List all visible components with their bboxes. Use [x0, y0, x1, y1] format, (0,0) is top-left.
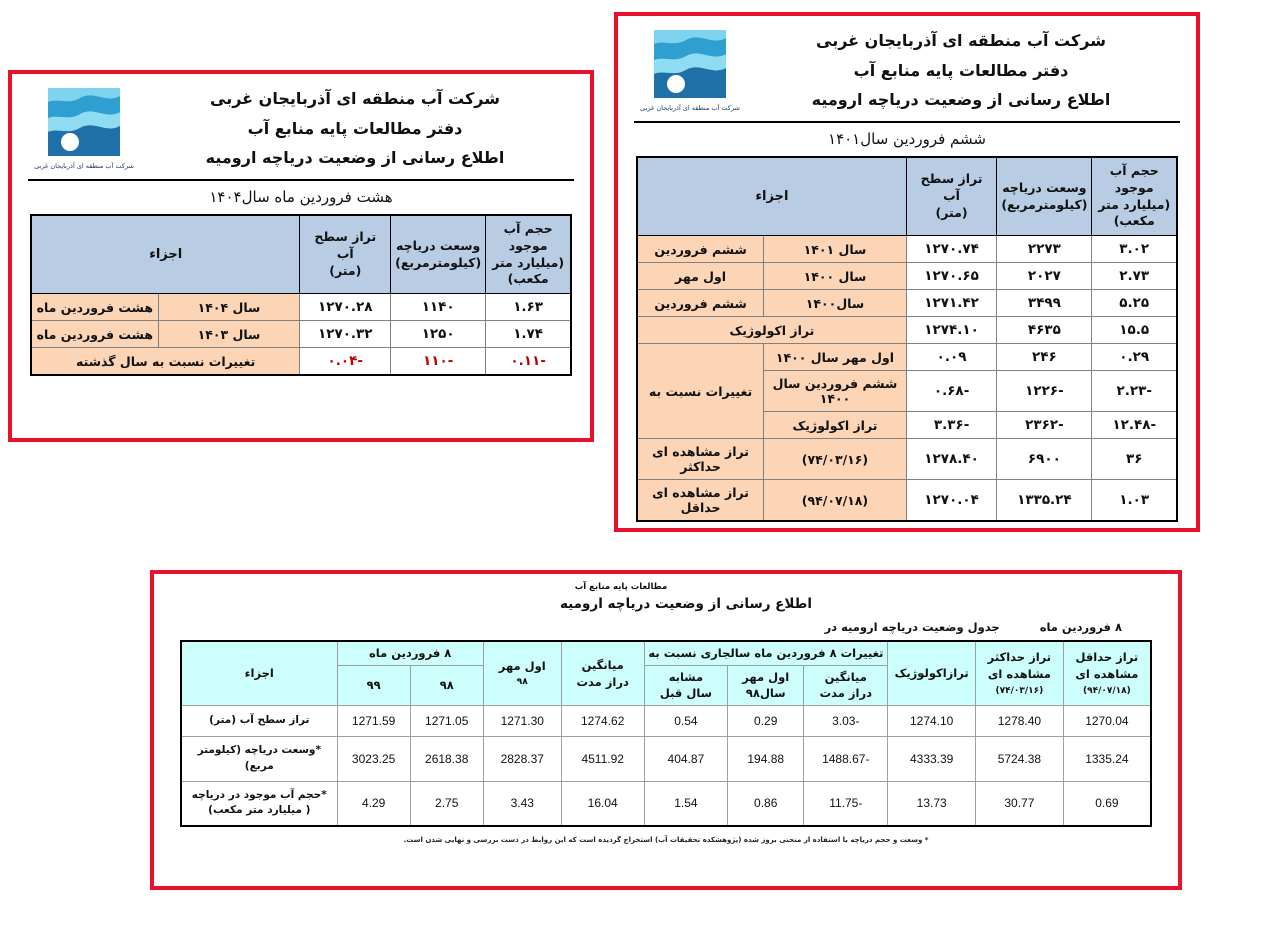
cell-farvardin-99: 3023.25 — [337, 737, 410, 782]
cell-level: ۱۲۷۰.۲۸ — [300, 294, 391, 321]
cell-change-mehr: 0.86 — [728, 781, 804, 826]
cell-area: ۳۴۹۹ — [997, 290, 1092, 317]
cell-change-mehr: 0.29 — [728, 706, 804, 737]
cell-volume: ۳.۰۲ — [1092, 236, 1177, 263]
cell-area: -۱۲۲۶ — [997, 371, 1092, 412]
header-farvardin-99: ۹۹ — [337, 665, 410, 705]
report-card-detailed — [150, 570, 1182, 890]
cell-volume: ۱.۰۳ — [1092, 480, 1177, 522]
cell-change-mean: -11.75 — [804, 781, 888, 826]
cell-change-mean: -1488.67 — [804, 737, 888, 782]
cell-area: ۲۲۷۳ — [997, 236, 1092, 263]
header-area: وسعت دریاچه (کیلومترمربع) — [391, 215, 486, 294]
cell-reference-label: ششم فروردین سال ۱۴۰۰ — [764, 371, 907, 412]
report-card-1401 — [614, 12, 1200, 532]
cell-period-label: هشت فروردین ماه — [31, 321, 158, 348]
cell-level: ۱۲۷۸.۴۰ — [906, 439, 997, 480]
logo-caption: شرکت آب منطقه ای آذربایجان غربی — [640, 104, 740, 113]
report-subject: اطلاع رسانی از وضعیت دریاچه ارومیه — [811, 90, 1111, 110]
cell-max: 1278.40 — [976, 706, 1064, 737]
cell-area: ۶۹۰۰ — [997, 439, 1092, 480]
cell-level: ۱۲۷۰.۰۴ — [906, 480, 997, 522]
report-date-1401: ششم فروردین سال۱۴۰۱ — [828, 129, 986, 148]
department-name: دفتر مطالعات پایه منابع آب — [853, 60, 1069, 80]
table-header-row-top — [181, 641, 1151, 665]
bottom-caption-title: جدول وضعیت دریاچه ارومیه در — [824, 620, 1000, 634]
org-name: شرکت آب منطقه ای آذربایجان غربی — [816, 31, 1106, 50]
letterhead-1404 — [12, 74, 590, 177]
header-change-vs-lastyear: مشابه سال قبل — [644, 665, 728, 705]
cell-min: 0.69 — [1063, 781, 1151, 826]
cell-changes-group-label: تغییرات نسبت به — [637, 344, 764, 439]
cell-farvardin-99: 4.29 — [337, 781, 410, 826]
header-ecological-level: ترازاکولوژیک — [888, 641, 976, 706]
cell-level: ۱۲۷۱.۴۲ — [906, 290, 997, 317]
table-row — [637, 344, 1177, 371]
header-volume: حجم آب موجود (میلیارد متر مکعب) — [486, 215, 571, 294]
cell-mean: 1274.62 — [561, 706, 644, 737]
lake-status-table-1401 — [636, 156, 1178, 523]
cell-volume: ۰.۲۹ — [1092, 344, 1177, 371]
cell-volume-change: -۰.۱۱ — [486, 348, 571, 376]
cell-max-label: تراز مشاهده ای حداکثر — [637, 439, 764, 480]
cell-level: ۱۲۷۰.۷۴ — [906, 236, 997, 263]
cell-level: ۰.۰۹ — [906, 344, 997, 371]
table-row — [31, 348, 571, 376]
cell-change-mean: -3.03 — [804, 706, 888, 737]
logo-block — [22, 86, 146, 170]
bottom-header — [154, 574, 1178, 634]
table-header-row — [31, 215, 571, 294]
org-name: شرکت آب منطقه ای آذربایجان غربی — [210, 89, 500, 108]
cell-min: 1335.24 — [1063, 737, 1151, 782]
cell-level: ۱۲۷۴.۱۰ — [906, 317, 997, 344]
report-subject: اطلاع رسانی از وضعیت دریاچه ارومیه — [205, 148, 505, 168]
cell-max: 5724.38 — [976, 737, 1064, 782]
logo-block — [628, 28, 752, 112]
header-volume: حجم آب موجود (میلیارد متر مکعب) — [1092, 157, 1177, 236]
cell-level: ۱۲۷۰.۶۵ — [906, 263, 997, 290]
table-row — [181, 781, 1151, 826]
table-row-min — [637, 480, 1177, 522]
table-row — [181, 706, 1151, 737]
cell-volume: ۳۶ — [1092, 439, 1177, 480]
cell-reference-label: تراز اکولوژیک — [764, 412, 907, 439]
table-row-ecological — [637, 317, 1177, 344]
cell-min-label: تراز مشاهده ای حداقل — [637, 480, 764, 522]
cell-area: ۱۲۵۰ — [391, 321, 486, 348]
cell-min-date: (۹۴/۰۷/۱۸) — [764, 480, 907, 522]
cell-farvardin-98: 1271.05 — [410, 706, 483, 737]
header-longterm-mean: میانگین دراز مدت — [561, 641, 644, 706]
cell-mehr98: 1271.30 — [483, 706, 561, 737]
header-changes-group: تغییرات ۸ فروردین ماه سالجاری نسبت به — [644, 641, 888, 665]
cell-mean: 4511.92 — [561, 737, 644, 782]
cell-change-lastyear: 0.54 — [644, 706, 728, 737]
header-level: تراز سطح آب (متر) — [300, 215, 391, 294]
cell-mehr98: 2828.37 — [483, 737, 561, 782]
table-row — [181, 737, 1151, 782]
cell-mehr98: 3.43 — [483, 781, 561, 826]
cell-max: 30.77 — [976, 781, 1064, 826]
table-header-row — [637, 157, 1177, 236]
report-card-1404 — [8, 70, 594, 442]
cell-area: ۱۳۳۵.۲۴ — [997, 480, 1092, 522]
table-row — [637, 290, 1177, 317]
header-components: اجزاء — [31, 215, 300, 294]
cell-change-label: تغییرات نسبت به سال گذشته — [31, 348, 300, 376]
cell-area: ۴۶۳۵ — [997, 317, 1092, 344]
letterhead-titles — [146, 84, 564, 173]
header-min-observed: تراز حداقل مشاهده ای (۹۴/۰۷/۱۸) — [1063, 641, 1151, 706]
header-max-observed: تراز حداکثر مشاهده ای (۷۴/۰۳/۱۶) — [976, 641, 1064, 706]
cell-level: -۰.۶۸ — [906, 371, 997, 412]
table-row-max — [637, 439, 1177, 480]
cell-change-lastyear: 1.54 — [644, 781, 728, 826]
department-name: دفتر مطالعات پایه منابع آب — [247, 118, 463, 138]
cell-area-change: -۱۱۰ — [391, 348, 486, 376]
cell-volume: ۱.۷۴ — [486, 321, 571, 348]
cell-volume: ۵.۲۵ — [1092, 290, 1177, 317]
table-row — [637, 236, 1177, 263]
cell-year-label: سال ۱۴۰۴ — [158, 294, 300, 321]
cell-level: ۱۲۷۰.۳۲ — [300, 321, 391, 348]
bottom-caption — [180, 620, 1152, 634]
cell-reference-label: اول مهر سال ۱۴۰۰ — [764, 344, 907, 371]
cell-volume: -۱۲.۴۸ — [1092, 412, 1177, 439]
cell-year-label: سال ۱۴۰۱ — [764, 236, 907, 263]
table-row — [637, 263, 1177, 290]
cell-eco: 4333.39 — [888, 737, 976, 782]
table-row — [31, 321, 571, 348]
cell-period-label: اول مهر — [637, 263, 764, 290]
cell-year-label: سال۱۴۰۰ — [764, 290, 907, 317]
cell-mean: 16.04 — [561, 781, 644, 826]
header-farvardin-group: ۸ فروردین ماه — [337, 641, 483, 665]
cell-farvardin-98: 2.75 — [410, 781, 483, 826]
cell-change-mehr: 194.88 — [728, 737, 804, 782]
cell-row-label: *حجم آب موجود در دریاچه ( میلیارد متر مکعب) — [181, 781, 337, 826]
cell-eco: 1274.10 — [888, 706, 976, 737]
cell-farvardin-98: 2618.38 — [410, 737, 483, 782]
cell-min: 1270.04 — [1063, 706, 1151, 737]
lake-status-detailed-table — [180, 640, 1152, 827]
table-row — [31, 294, 571, 321]
cell-volume: ۱.۶۳ — [486, 294, 571, 321]
cell-year-label: سال ۱۴۰۳ — [158, 321, 300, 348]
bottom-caption-date: ۸ فروردین ماه — [1039, 620, 1122, 634]
lake-status-table-1404 — [30, 214, 572, 377]
cell-level-change: -۰.۰۴ — [300, 348, 391, 376]
letterhead-titles — [752, 26, 1170, 115]
cell-eco: 13.73 — [888, 781, 976, 826]
company-logo-icon — [650, 28, 730, 102]
letterhead-1401 — [618, 16, 1196, 119]
cell-level: -۳.۳۶ — [906, 412, 997, 439]
cell-area: -۲۳۶۲ — [997, 412, 1092, 439]
cell-farvardin-99: 1271.59 — [337, 706, 410, 737]
cell-period-label: ششم فروردین — [637, 236, 764, 263]
logo-caption: شرکت آب منطقه ای آذربایجان غربی — [34, 162, 134, 171]
cell-period-label: ششم فروردین — [637, 290, 764, 317]
header-area: وسعت دریاچه (کیلومترمربع) — [997, 157, 1092, 236]
department-name-small: مطالعات پایه منابع آب — [574, 582, 668, 592]
header-components-bottom: اجزاء — [181, 641, 337, 706]
cell-volume: ۲.۷۳ — [1092, 263, 1177, 290]
cell-change-lastyear: 404.87 — [644, 737, 728, 782]
header-mehr-98: اول مهر ۹۸ — [483, 641, 561, 706]
cell-volume: -۲.۲۳ — [1092, 371, 1177, 412]
cell-row-label: *وسعت دریاچه (کیلومتر مربع) — [181, 737, 337, 782]
company-logo-icon — [44, 86, 124, 160]
cell-area: ۲۴۶ — [997, 344, 1092, 371]
cell-period-label: هشت فروردین ماه — [31, 294, 158, 321]
header-change-vs-longterm: میانگین دراز مدت — [804, 665, 888, 705]
cell-volume: ۱۵.۵ — [1092, 317, 1177, 344]
table-footnote: * وسعت و حجم دریاچه با استفاده از منحنی بروز شده (پژوهشکده تحقیقات آب) استخراج گردیده است که این روابط در دست بررسی و نهایی شدن است. — [403, 836, 929, 845]
header-change-vs-mehr: اول مهر سال۹۸ — [728, 665, 804, 705]
report-date-1404: هشت فروردین ماه سال۱۴۰۴ — [209, 187, 393, 206]
cell-max-date: (۷۴/۰۳/۱۶) — [764, 439, 907, 480]
header-farvardin-98: ۹۸ — [410, 665, 483, 705]
cell-year-label: سال ۱۴۰۰ — [764, 263, 907, 290]
cell-area: ۲۰۲۷ — [997, 263, 1092, 290]
cell-row-label: تراز سطح آب (متر) — [181, 706, 337, 737]
header-components: اجزاء — [637, 157, 906, 236]
cell-ecological-label: تراز اکولوژیک — [637, 317, 906, 344]
header-level: تراز سطح آب (متر) — [906, 157, 997, 236]
report-subject-bottom: اطلاع رسانی از وضعیت دریاچه ارومیه — [559, 596, 813, 612]
cell-area: ۱۱۴۰ — [391, 294, 486, 321]
